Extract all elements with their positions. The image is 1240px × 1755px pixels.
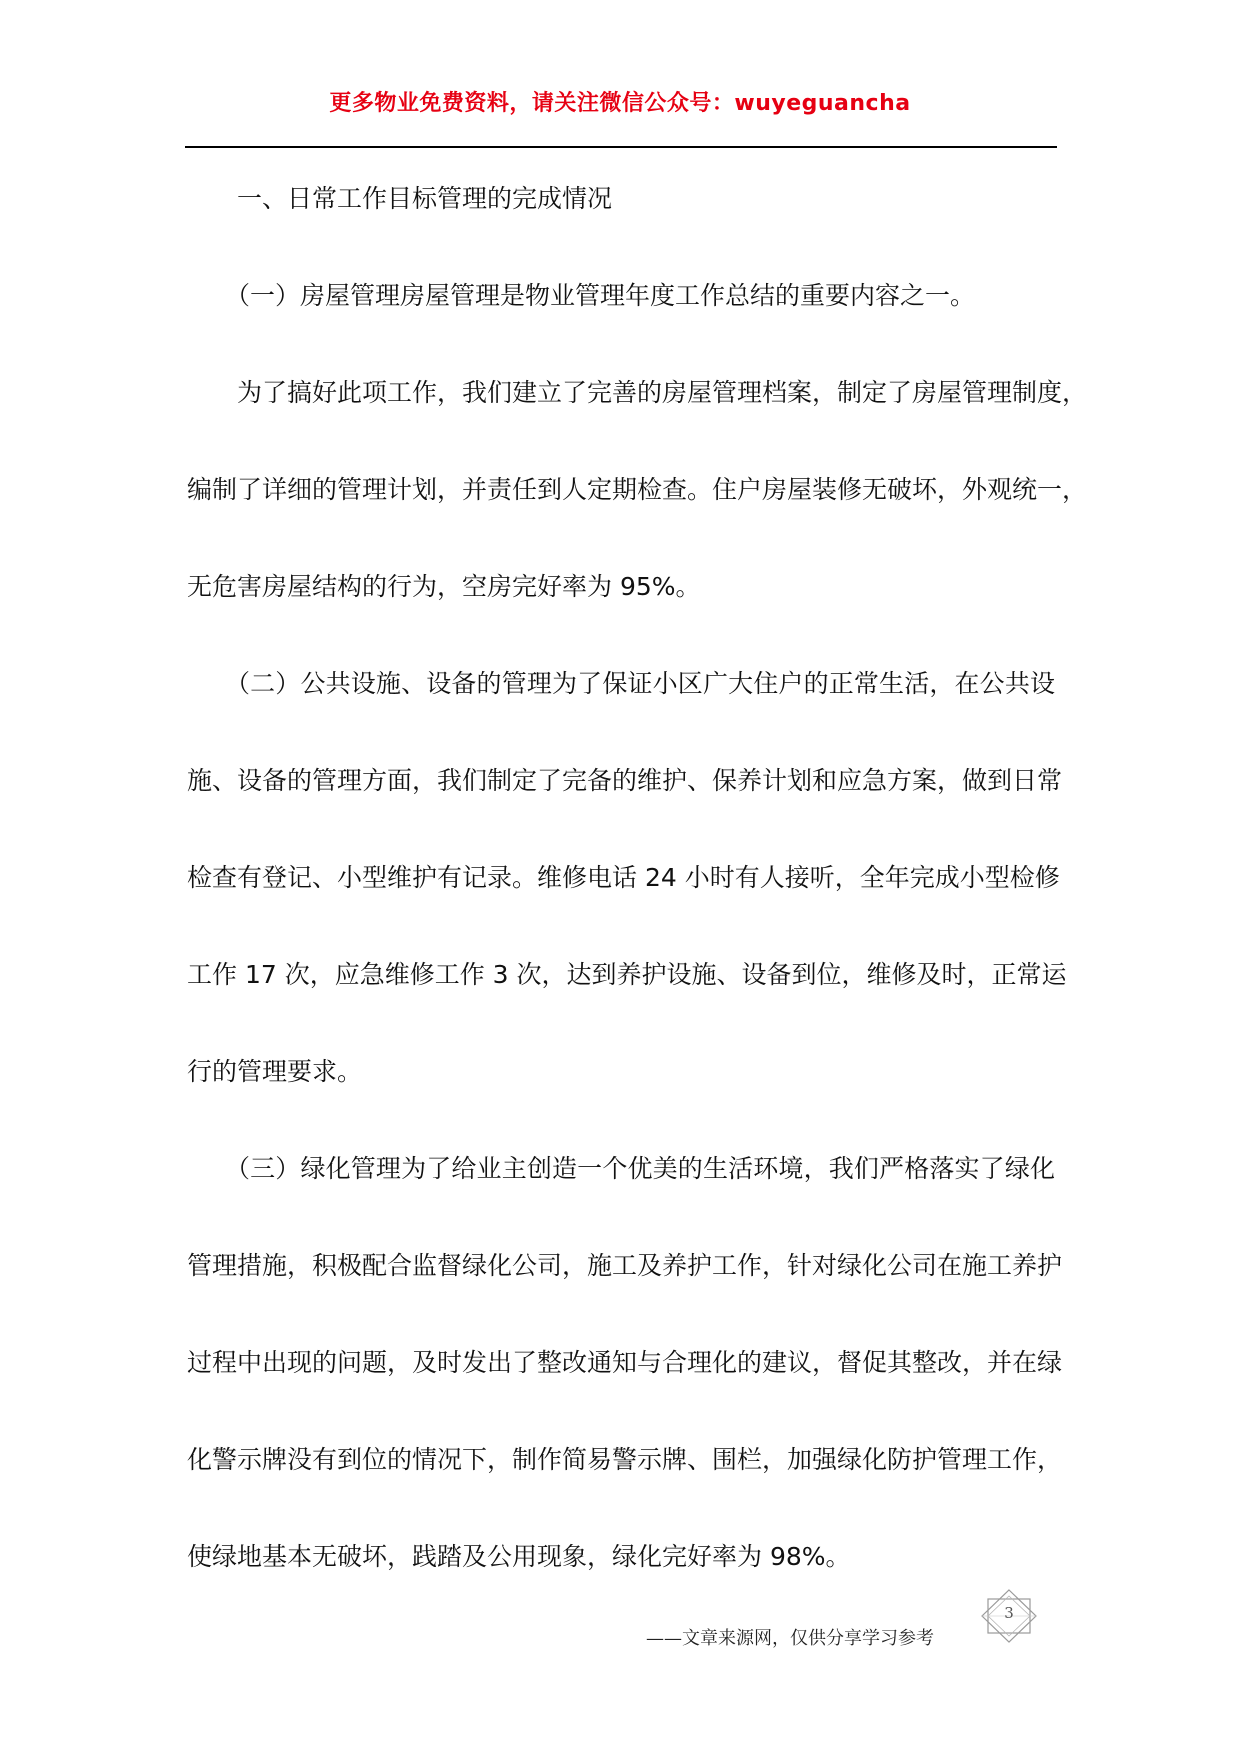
- paragraph-line: 行的管理要求。: [187, 1057, 363, 1086]
- paragraph-line: 化警示牌没有到位的情况下，制作简易警示牌、围栏，加强绿化防护管理工作，: [187, 1445, 1063, 1474]
- paragraph-line: 检查有登记、小型维护有记录。维修电话 24 小时有人接听，全年完成小型检修: [187, 863, 1060, 892]
- section-heading: 一、日常工作目标管理的完成情况: [237, 184, 613, 213]
- paragraph-line: 编制了详细的管理计划，并责任到人定期检查。住户房屋装修无破坏，外观统一，: [187, 475, 1088, 504]
- paragraph-line: 无危害房屋结构的行为，空房完好率为 95%。: [187, 572, 701, 601]
- page-number-badge: [978, 1588, 1040, 1644]
- paragraph-line: （三）绿化管理为了给业主创造一个优美的生活环境，我们严格落实了绿化: [225, 1154, 1055, 1183]
- paragraph-line: 管理措施，积极配合监督绿化公司，施工及养护工作，针对绿化公司在施工养护: [187, 1251, 1063, 1280]
- header-rule: [185, 146, 1057, 148]
- paragraph-line: （一）房屋管理房屋管理是物业管理年度工作总结的重要内容之一。: [225, 281, 976, 310]
- paragraph-line: 为了搞好此项工作，我们建立了完善的房屋管理档案，制定了房屋管理制度，: [237, 378, 1088, 407]
- paragraph-line: 工作 17 次，应急维修工作 3 次，达到养护设施、设备到位，维修及时，正常运: [187, 960, 1067, 989]
- header-promo-text: 更多物业免费资料，请关注微信公众号：wuyeguancha: [329, 91, 911, 116]
- page-number: 3: [1004, 1604, 1014, 1622]
- paragraph-line: 使绿地基本无破坏，践踏及公用现象，绿化完好率为 98%。: [187, 1542, 851, 1571]
- paragraph-line: 过程中出现的问题，及时发出了整改通知与合理化的建议，督促其整改，并在绿: [187, 1348, 1063, 1377]
- paragraph-line: （二）公共设施、设备的管理为了保证小区广大住户的正常生活，在公共设: [225, 669, 1055, 698]
- paragraph-line: 施、设备的管理方面，我们制定了完备的维护、保养计划和应急方案，做到日常: [187, 766, 1063, 795]
- footer-source-text: ——文章来源网，仅供分享学习参考: [646, 1628, 934, 1649]
